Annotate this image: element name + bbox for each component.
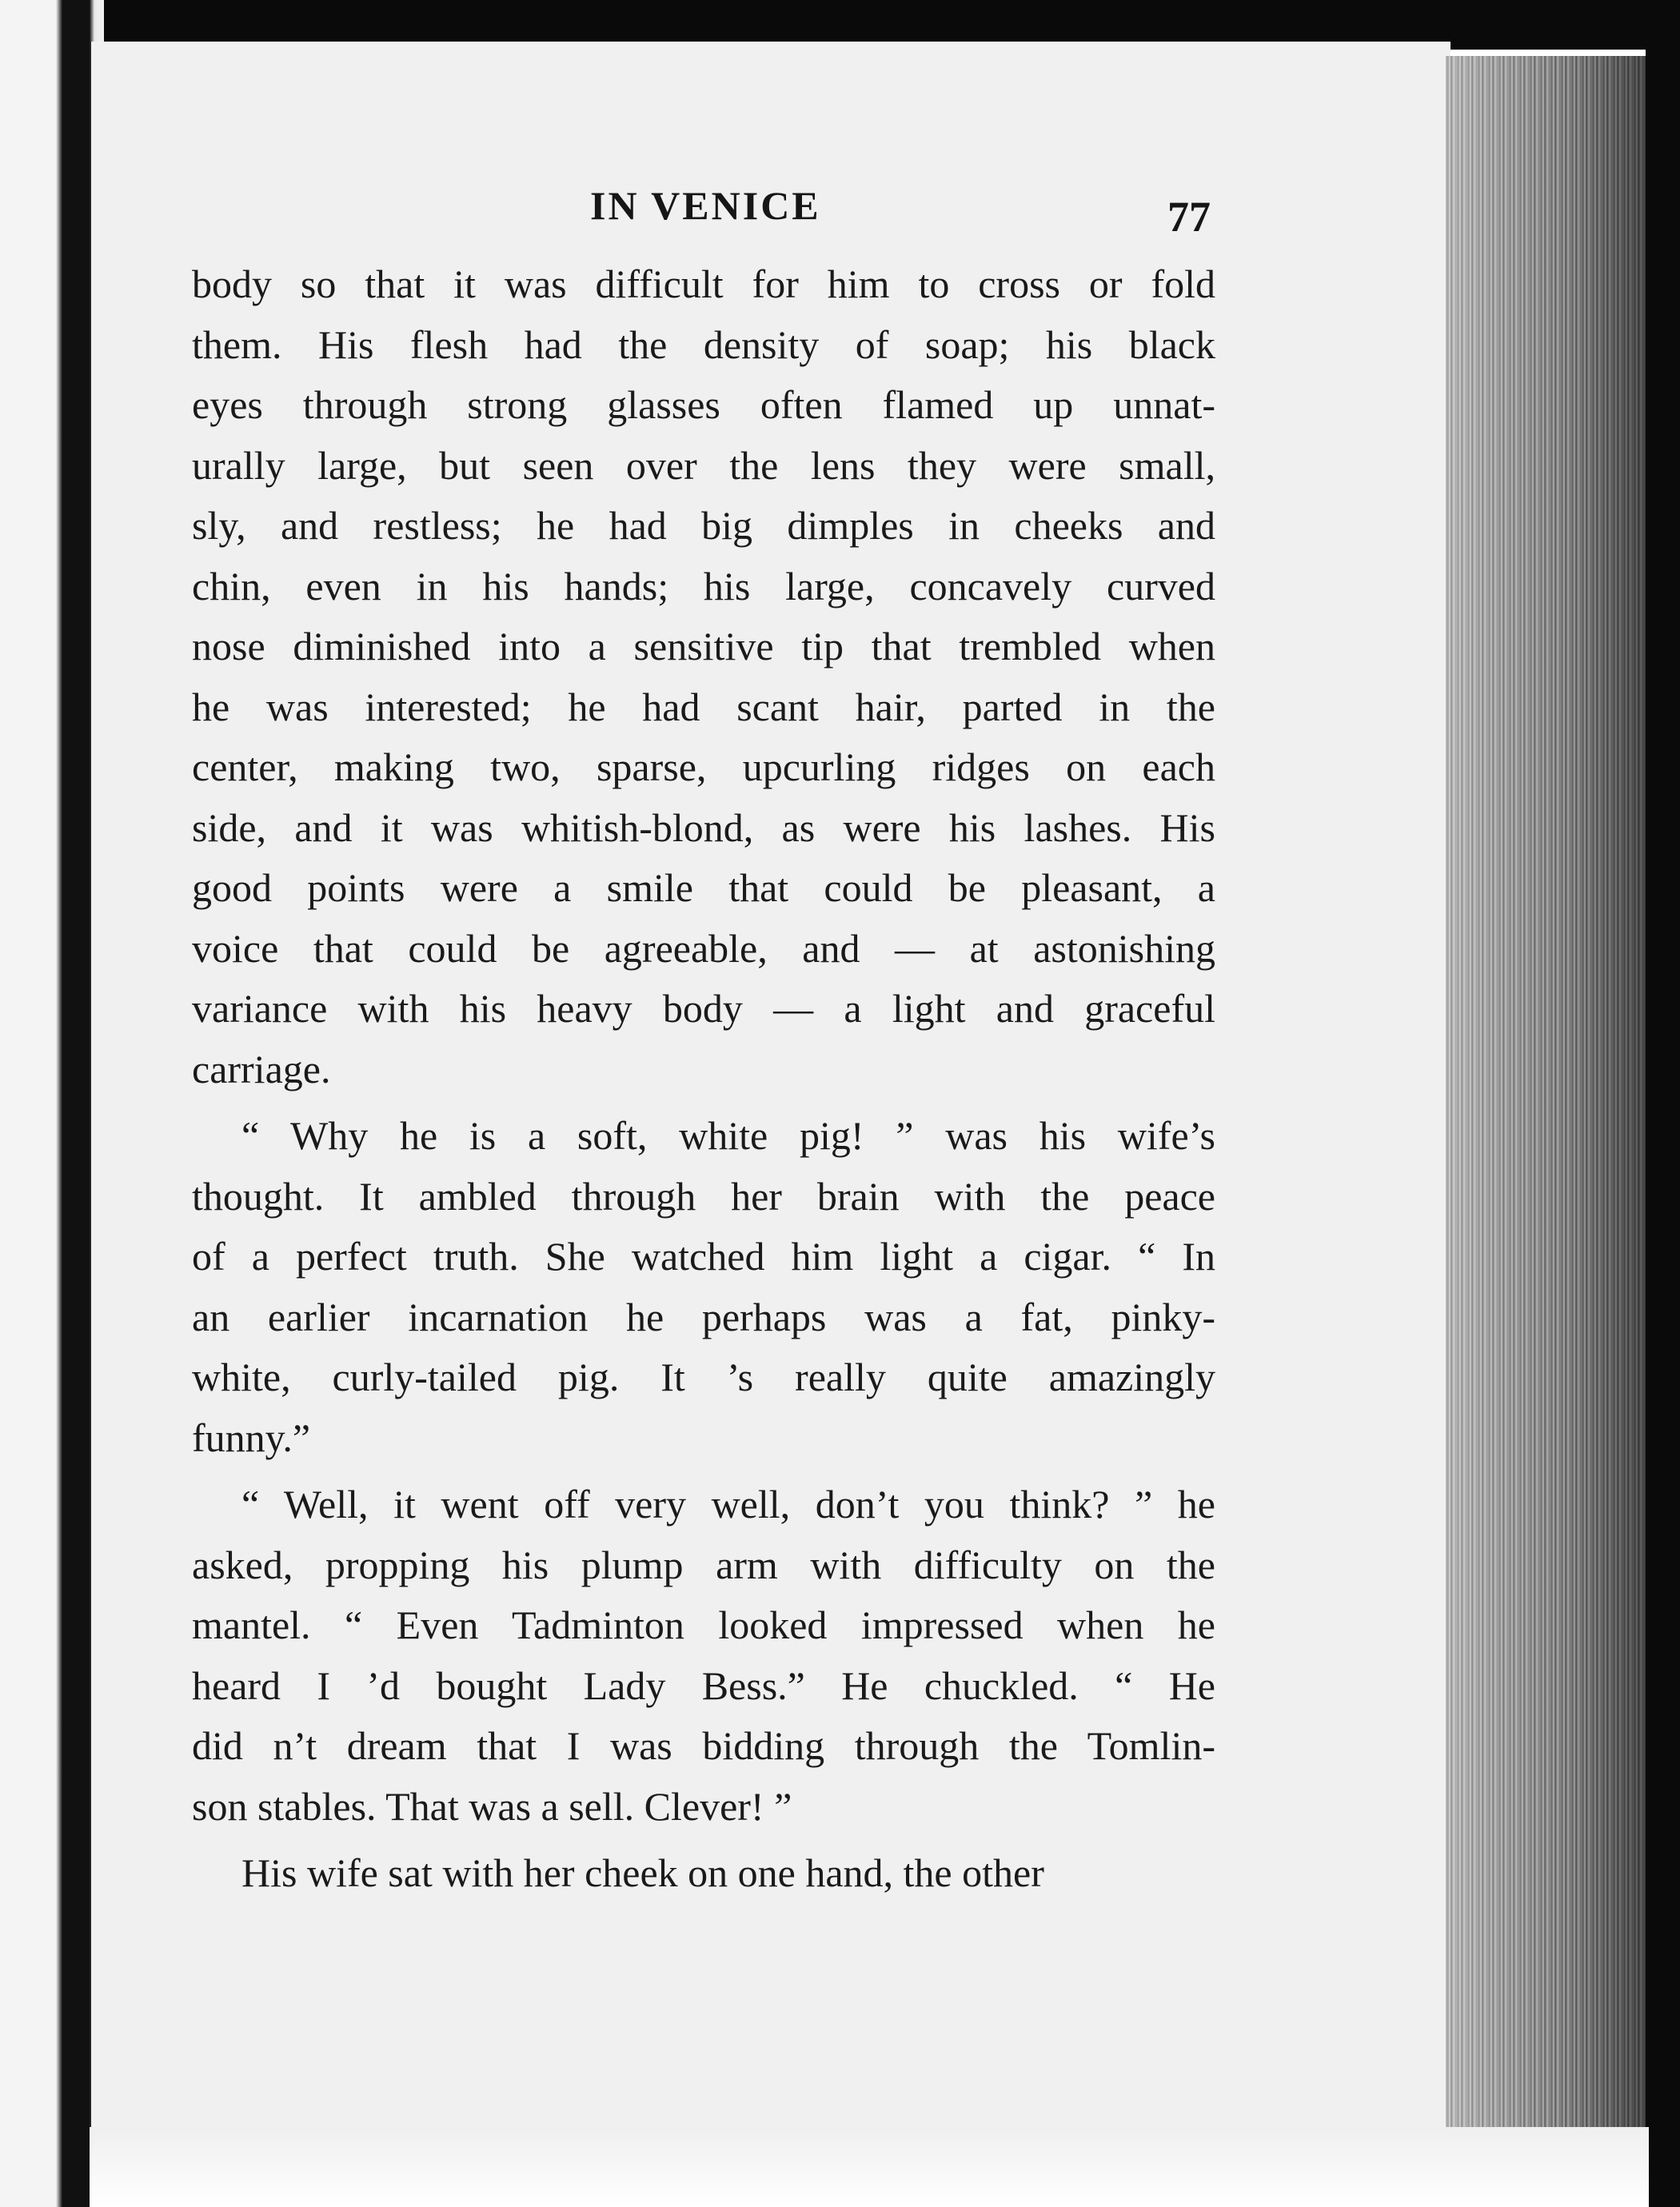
text-line: sly, and restless; he had big dimples in cheeks and xyxy=(192,503,1215,548)
page-number: 77 xyxy=(1167,193,1211,241)
page-bottom-margin xyxy=(90,2127,1649,2207)
text-line: variance with his heavy body — a light and graceful xyxy=(192,986,1215,1031)
text-line: body so that it was difficult for him to cross or fold xyxy=(192,261,1215,306)
text-line: thought. It ambled through her brain with the peace xyxy=(192,1173,1215,1219)
text-line: urally large, but seen over the lens they were small, xyxy=(192,442,1215,488)
text-line: heard I ’d bought Lady Bess.” He chuckled. “ He xyxy=(192,1662,1215,1708)
paragraph-gap xyxy=(192,1837,1215,1843)
text-line: asked, propping his plump arm with difficulty on the xyxy=(192,1542,1215,1587)
paragraph-gap xyxy=(192,1100,1215,1106)
running-head xyxy=(184,182,1223,241)
text-line: “ Well, it went off very well, don’t you think? ” he xyxy=(241,1482,1215,1527)
text-line: white, curly-tailed pig. It ’s really quite amazingly xyxy=(192,1355,1215,1399)
paragraph xyxy=(192,1475,1215,1837)
page-fore-edge xyxy=(1446,56,1646,2127)
text-line: them. His flesh had the density of soap; his black xyxy=(192,321,1215,367)
text-line: chin, even in his hands; his large, concavely curved xyxy=(192,563,1215,609)
text-line: center, making two, sparse, upcurling ridges on each xyxy=(192,744,1215,789)
text-line: he was interested; he had scant hair, parted in the xyxy=(192,684,1215,729)
text-line: side, and it was whitish-blond, as were his lashes. His xyxy=(192,804,1215,850)
text-line: did n’t dream that I was bidding through the Tomlin- xyxy=(192,1723,1215,1768)
text-line: son stables. That was a sell. Clever! ” xyxy=(192,1783,792,1829)
running-head-title: IN VENICE xyxy=(590,183,821,228)
text-line: an earlier incarnation he perhaps was a fat, pinky- xyxy=(192,1294,1215,1339)
paragraph xyxy=(192,1106,1215,1468)
paragraph xyxy=(192,1843,1215,1904)
text-line: of a perfect truth. She watched him light a cigar. “ In xyxy=(192,1234,1215,1279)
book-binding xyxy=(0,0,104,2207)
text-line: “ Why he is a soft, white pig! ” was his wife’s xyxy=(241,1113,1215,1158)
text-line: nose diminished into a sensitive tip that trembled when xyxy=(192,624,1215,668)
text-line: good points were a smile that could be pleasant, a xyxy=(192,865,1215,910)
body-text xyxy=(192,254,1215,1904)
paragraph xyxy=(192,254,1215,1100)
text-line: eyes through strong glasses often flamed up unnat- xyxy=(192,382,1215,427)
paragraph-gap xyxy=(192,1468,1215,1475)
scan-right-border xyxy=(1646,0,1680,2207)
text-line: carriage. xyxy=(192,1046,331,1092)
text-line: His wife sat with her cheek on one hand, the other xyxy=(241,1850,1044,1895)
text-line: mantel. “ Even Tadminton looked impressed when he xyxy=(192,1602,1215,1647)
text-line: funny.” xyxy=(192,1415,311,1460)
text-line: voice that could be agreeable, and — at astonishing xyxy=(192,925,1215,971)
